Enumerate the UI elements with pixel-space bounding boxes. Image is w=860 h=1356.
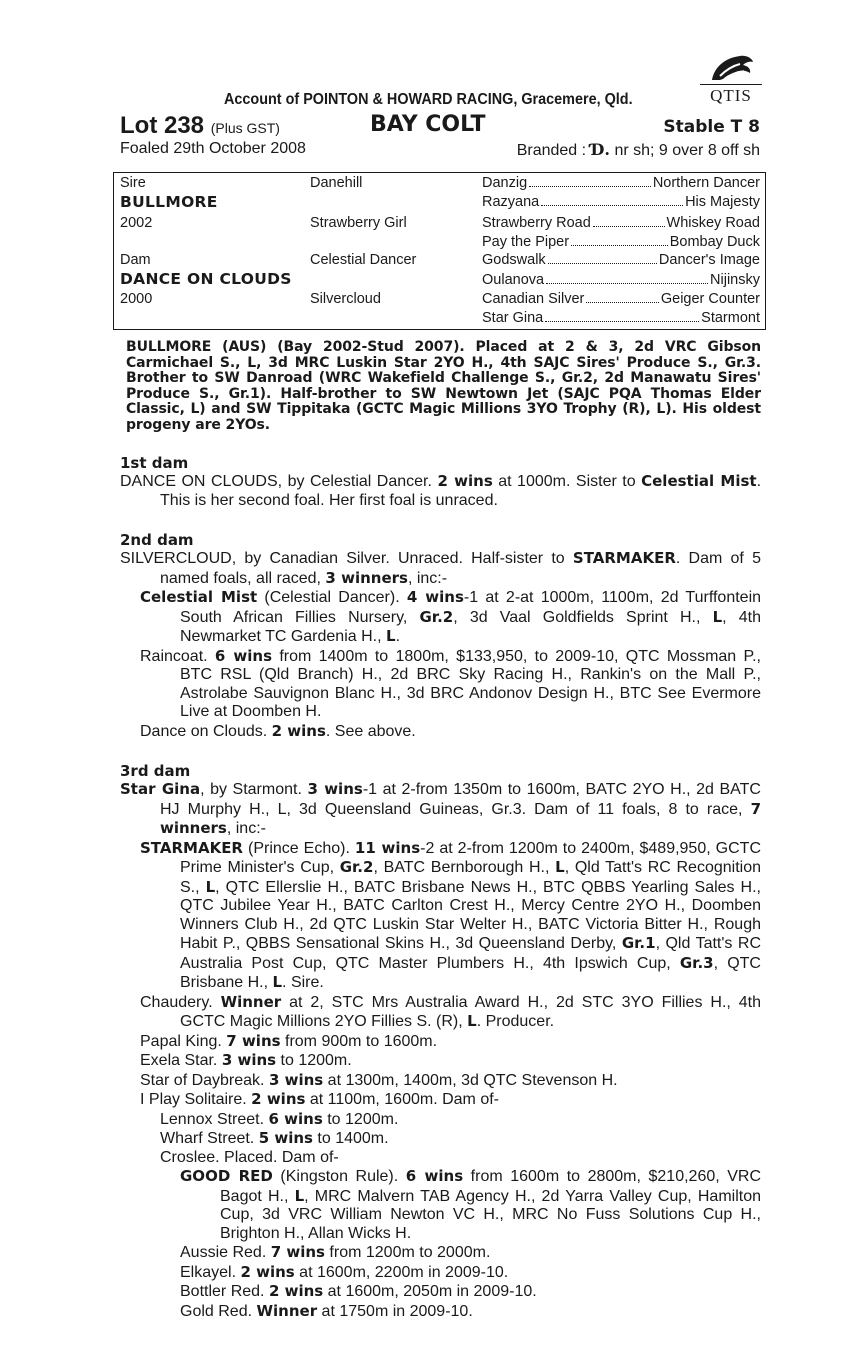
ancestor-row [482, 252, 760, 268]
dam-dam: Silvercloud [310, 291, 381, 307]
sire-summary: BULLMORE (AUS) (Bay 2002-Stud 2007). Placed at 2 & 3, 2d VRC Gibson Carmichael S., L, 3d MRC Luskin Star 2YO H., 4th SAJC Sires' Produce S., Gr.3. Brother to SW Danroad (WRC Wakefield Challenge S., Gr.2, 2d Manawatu Sires' Produce S., Gr.1). Half-brother to SW Newtown Jet (SAJC PQA Thomas Elder Classic, L) and SW Tippitaka (GCTC Magic Millions 3YO Trophy (R), L). His oldest progeny are 2YOs. [126, 339, 761, 433]
catalogue-body [120, 340, 761, 1321]
ancestor-row [482, 175, 760, 191]
dam-name: DANCE ON CLOUDS [120, 270, 292, 288]
branded-prefix: Branded : [516, 142, 587, 159]
horse-head-icon [706, 50, 756, 84]
branded-info [517, 140, 760, 160]
stable-number: Stable T 8 [663, 117, 760, 137]
ancestor: Godswalk [482, 252, 546, 268]
produce-entry: Lennox Street. 6 wins to 1200m. [160, 1109, 399, 1128]
produce-entry: Star of Daybreak. 3 wins at 1300m, 1400m, 3d QTC Stevenson H. [140, 1070, 618, 1089]
lot-label: Lot 238 [120, 112, 205, 139]
vendor-account: Account of POINTON & HOWARD RACING, Gracemere, Qld. [224, 91, 633, 108]
ancestor: Danzig [482, 175, 528, 191]
logo-text: QTIS [700, 84, 762, 106]
sire-label: Sire [120, 175, 146, 191]
horse-description: BAY COLT [370, 112, 486, 137]
third-dam-entry: Star Gina, by Starmont. 3 wins-1 at 2-from 1350m to 1600m, BATC 2YO H., 2d BATC HJ Murphy H., L, 3d Queensland Guineas, Gr.3. Dam of 11 foals, 8 to race, 7 winners, inc:- [120, 780, 761, 837]
produce-entry: Celestial Mist (Celestial Dancer). 4 wins-1 at 2-at 1000m, 1100m, 2d Turffontein South African Fillies Nursery, Gr.2, 3d Vaal Goldfields Sprint H., L, 4th Newmarket TC Gardenia H., L. [140, 588, 762, 645]
sire-dam: Strawberry Girl [310, 215, 407, 231]
ancestor-sire: Starmont [701, 310, 760, 326]
sire-sire: Danehill [310, 175, 363, 191]
second-dam-entry: SILVERCLOUD, by Canadian Silver. Unraced. Half-sister to STARMAKER. Dam of 5 named foals, all raced, 3 winners, inc:- [120, 549, 761, 587]
produce-entry: Bottler Red. 2 wins at 1600m, 2050m in 2009-10. [180, 1282, 537, 1300]
lot-header [120, 112, 760, 140]
ancestor-sire: Geiger Counter [660, 291, 760, 307]
ancestor-sire: Bombay Duck [669, 234, 760, 250]
third-dam-heading: 3rd dam [120, 762, 191, 780]
ancestor-sire: Northern Dancer [652, 175, 760, 191]
produce-entry: Wharf Street. 5 wins to 1400m. [160, 1129, 389, 1147]
sire-year: 2002 [120, 215, 153, 231]
ancestor-sire: Nijinsky [710, 272, 760, 288]
produce-entry: I Play Solitaire. 2 wins at 1100m, 1600m. Dam of- [140, 1090, 499, 1108]
produce-entry: GOOD RED (Kingston Rule). 6 wins from 1600m to 2800m, $210,260, VRC Bagot H., L, MRC Malvern TAB Agency H., 2d Yarra Valley Cup, Hamilton Cup, 3d VRC William Newton VC H., MRC No Fuss Solutions Cup H., Brighton H., Allan Wicks H. [180, 1167, 762, 1242]
first-dam-heading: 1st dam [120, 454, 189, 472]
sire-name: BULLMORE [120, 193, 218, 211]
ancestor: Canadian Silver [482, 291, 585, 307]
produce-entry: Elkayel. 2 wins at 1600m, 2200m in 2009-10. [180, 1262, 509, 1281]
foaled-date: Foaled 29th October 2008 [120, 140, 306, 157]
ancestor: Pay the Piper [482, 234, 570, 250]
ancestor-row [482, 194, 760, 210]
produce-entry: Dance on Clouds. 2 wins. See above. [140, 721, 416, 740]
gst-note: (Plus GST) [210, 120, 280, 136]
produce-entry: Aussie Red. 7 wins from 1200m to 2000m. [180, 1243, 491, 1261]
ancestor-sire: Whiskey Road [666, 215, 760, 231]
ancestor-row [482, 291, 760, 307]
dam-year: 2000 [120, 291, 153, 307]
produce-entry: Raincoat. 6 wins from 1400m to 1800m, $133,950, to 2009-10, QTC Mossman P., BTC RSL (Qld Branch) H., 2d BRC Sky Racing H., Rankin's on the Mall P., Astrolabe Sauvignon Blanc H., 3d BRC Andonov Design H., BTC See Evermore Live at Doomben H. [140, 646, 761, 720]
dam-label: Dam [120, 252, 151, 268]
produce-entry: Gold Red. Winner at 1750m in 2009-10. [180, 1301, 473, 1320]
produce-entry: Croslee. Placed. Dam of- [160, 1148, 339, 1166]
second-dam-heading: 2nd dam [120, 531, 194, 549]
brand-mark: Ɗ. [590, 140, 610, 159]
branded-detail: nr sh; 9 over 8 off sh [614, 142, 760, 159]
first-dam-entry: DANCE ON CLOUDS, by Celestial Dancer. 2 wins at 1000m. Sister to Celestial Mist. This is her second foal. Her first foal is unraced. [120, 472, 762, 509]
ancestor-row [482, 310, 760, 326]
produce-entry: Exela Star. 3 wins to 1200m. [140, 1051, 352, 1069]
ancestor: Star Gina [482, 310, 544, 326]
lot-number [120, 112, 280, 140]
ancestor-row [482, 234, 760, 250]
ancestor: Razyana [482, 194, 540, 210]
ancestor: Oulanova [482, 272, 545, 288]
produce-entry: STARMAKER (Prince Echo). 11 wins-2 at 2-from 1200m to 2400m, $489,950, GCTC Prime Minister's Cup, Gr.2, BATC Bernborough H., L, Qld Tatt's RC Recognition S., L, QTC Ellerslie H., BATC Brisbane News H., BTC QBBS Yearling Sales H., QTC Jubilee Year H., BATC Carlton Crest H., Mercy Centre 2YO H., Doomben Winners Club H., 2d QTC Luskin Star Welter H., BATC Victoria Bitter H., Rough Habit P., QBBS Sensational Skins H., 3d Queensland Derby, Gr.1, Qld Tatt's RC Australia Post Cup, QTC Master Plumbers H., 4th Ipswich Cup, Gr.3, QTC Brisbane H., L. Sire. [140, 838, 762, 991]
produce-entry: Papal King. 7 wins from 900m to 1600m. [140, 1031, 438, 1050]
ancestor-sire: Dancer's Image [658, 252, 760, 268]
dam-sire: Celestial Dancer [310, 252, 417, 268]
ancestor-row [482, 215, 760, 231]
ancestor-sire: His Majesty [685, 194, 760, 210]
produce-entry: Chaudery. Winner at 2, STC Mrs Australia Award H., 2d STC 3YO Fillies H., 4th GCTC Magic Millions 2YO Fillies S. (R), L. Producer. [140, 992, 761, 1030]
qtis-logo [700, 50, 762, 112]
ancestor: Strawberry Road [482, 215, 591, 231]
pedigree-table [113, 172, 766, 330]
ancestor-row [482, 272, 760, 288]
